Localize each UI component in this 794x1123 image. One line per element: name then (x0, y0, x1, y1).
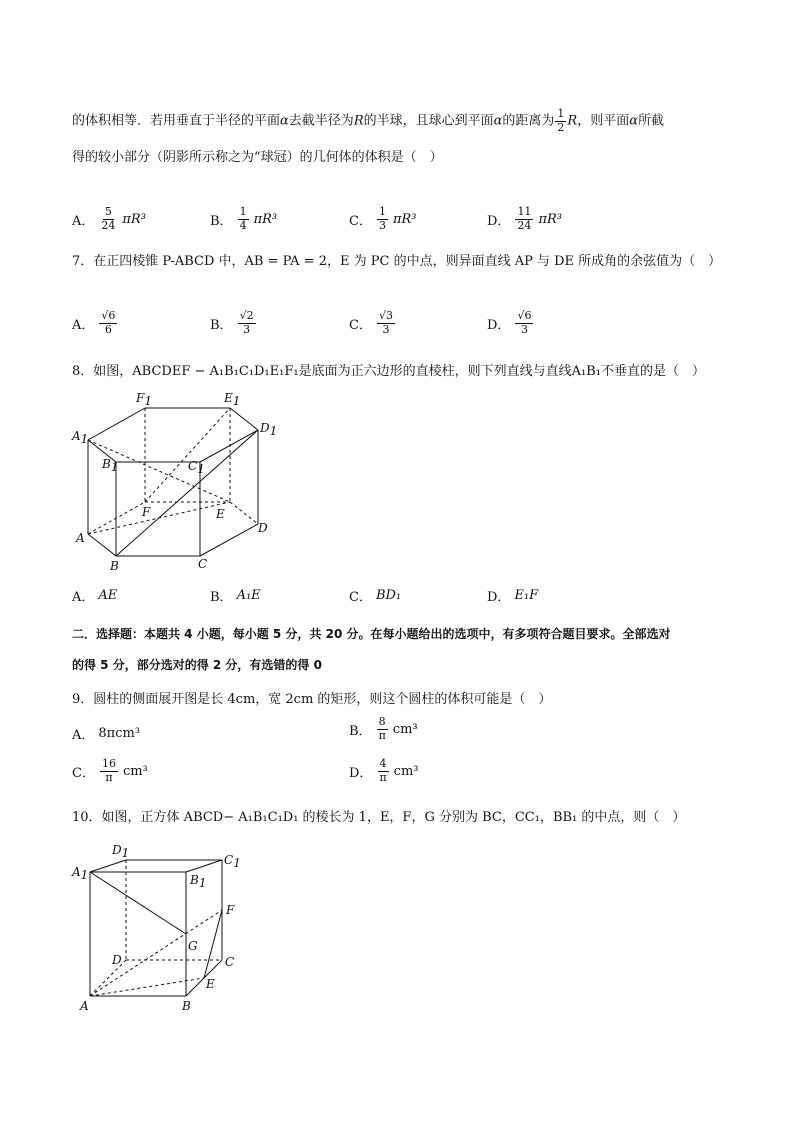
q6-option-b[interactable]: B． $\frac{1}{4}$ πR³ (210, 205, 278, 232)
label-b: B (182, 999, 191, 1013)
label-a: A (80, 999, 89, 1013)
edge-d1c1 (200, 430, 258, 462)
q6-stem-line1: 的体积相等．若用垂直于半径的平面α去截半径为R的半球，且球心到平面α的距离为 $\frac{1}{2}$ R，则平面α所截 (72, 107, 665, 134)
segment-af (90, 910, 222, 996)
q8-option-b[interactable]: B． A₁E (210, 588, 261, 605)
label-a1: A1 (72, 429, 89, 446)
q7-option-d[interactable]: D． $\frac{√6}{3}$ (487, 309, 532, 336)
q7-option-a[interactable]: A． $\frac{√6}{6}$ (72, 309, 116, 336)
q9-option-b[interactable]: B． $\frac{8}{\pi}$ cm³ (349, 715, 418, 742)
segment-bd1 (116, 430, 258, 556)
label-d1: D1 (260, 421, 278, 438)
label-f: F (142, 505, 151, 519)
label-e: E (216, 507, 225, 521)
edge-c1b1 (186, 860, 222, 872)
label-a: A (76, 531, 85, 545)
edge-a1d1 (90, 860, 126, 872)
edge-cd (200, 524, 258, 556)
label-f1: F1 (136, 391, 152, 408)
label-c: C (198, 557, 208, 571)
section2-heading-line1: 二．选择题：本题共 4 小题，每小题 5 分，共 20 分。在每小题给出的选项中，有多项符合题目要求。全部选对 (72, 627, 671, 641)
edge-e1d1 (230, 408, 258, 430)
segment-e1f (145, 408, 230, 502)
q10-stem: 10．如图，正方体 ABCD− A₁B₁C₁D₁ 的棱长为 1，E，F，G 分别为 BC，CC₁，BB₁ 的中点，则（ ） (72, 810, 686, 825)
segment-a1g (90, 872, 186, 934)
label-c: C (225, 955, 235, 969)
q7-stem: 7．在正四棱锥 P-ABCD 中，AB = PA = 2，E 为 PC 的中点，则异面直线 AP 与 DE 所成角的余弦值为（ ） (72, 254, 722, 269)
label-b: B (110, 559, 119, 573)
label-c1: C1 (224, 853, 241, 870)
label-d: D (112, 953, 122, 967)
label-d: D (258, 521, 268, 535)
q8-option-c[interactable]: C． BD₁ (349, 588, 402, 605)
edge-a1f1 (88, 408, 145, 440)
label-e1: E1 (224, 391, 241, 408)
cube-figure (70, 838, 250, 1018)
label-b1: B1 (190, 873, 207, 890)
edge-ab (88, 534, 116, 556)
q7-option-c[interactable]: C． $\frac{√3}{3}$ (349, 309, 393, 336)
q8-option-a[interactable]: A． AE (72, 588, 118, 605)
q8-stem: 8．如图，ABCDEF − A₁B₁C₁D₁E₁F₁是底面为正六边形的直棱柱，则下列直线与直线A₁B₁不垂直的是（ ） (72, 364, 705, 379)
q6-stem-line2: 得的较小部分（阴影所示称之为“球冠）的几何体的体积是（ ） (72, 150, 443, 165)
label-a1: A1 (72, 865, 89, 882)
label-c1: C1 (188, 459, 205, 476)
edge-ed (230, 502, 258, 524)
label-d1: D1 (112, 843, 130, 860)
segment-a1e (88, 440, 230, 502)
q8-option-d[interactable]: D． E₁F (487, 588, 539, 605)
label-f: F (226, 903, 235, 917)
q9-stem: 9．圆柱的侧面展开图是长 4cm，宽 2cm 的矩形，则这个圆柱的体积可能是（ ） (72, 692, 552, 707)
segment-ae (88, 502, 230, 534)
section2-heading-line2: 的得 5 分，部分选对的得 2 分，有选错的得 0 (72, 658, 322, 672)
half-fraction: $\frac{1}{2}$ (557, 107, 565, 134)
label-g: G (188, 939, 198, 953)
q9-option-a[interactable]: A． 8πcm³ (72, 726, 141, 743)
label-e: E (206, 977, 215, 991)
label-b1: B1 (102, 457, 119, 474)
q7-option-b[interactable]: B． $\frac{√2}{3}$ (210, 309, 254, 336)
q6-option-a[interactable]: A． $\frac{5}{24}$ πR³ (72, 205, 146, 232)
q9-option-c[interactable]: C． $\frac{16}{\pi}$ cm³ (72, 757, 148, 784)
q6-option-d[interactable]: D． $\frac{11}{24}$ πR³ (487, 205, 562, 232)
hexagonal-prism-figure (70, 388, 280, 578)
q9-option-d[interactable]: D． $\frac{4}{\pi}$ cm³ (349, 757, 419, 784)
q6-option-c[interactable]: C． $\frac{1}{3}$ πR³ (349, 205, 417, 232)
segment-ae (90, 978, 204, 996)
